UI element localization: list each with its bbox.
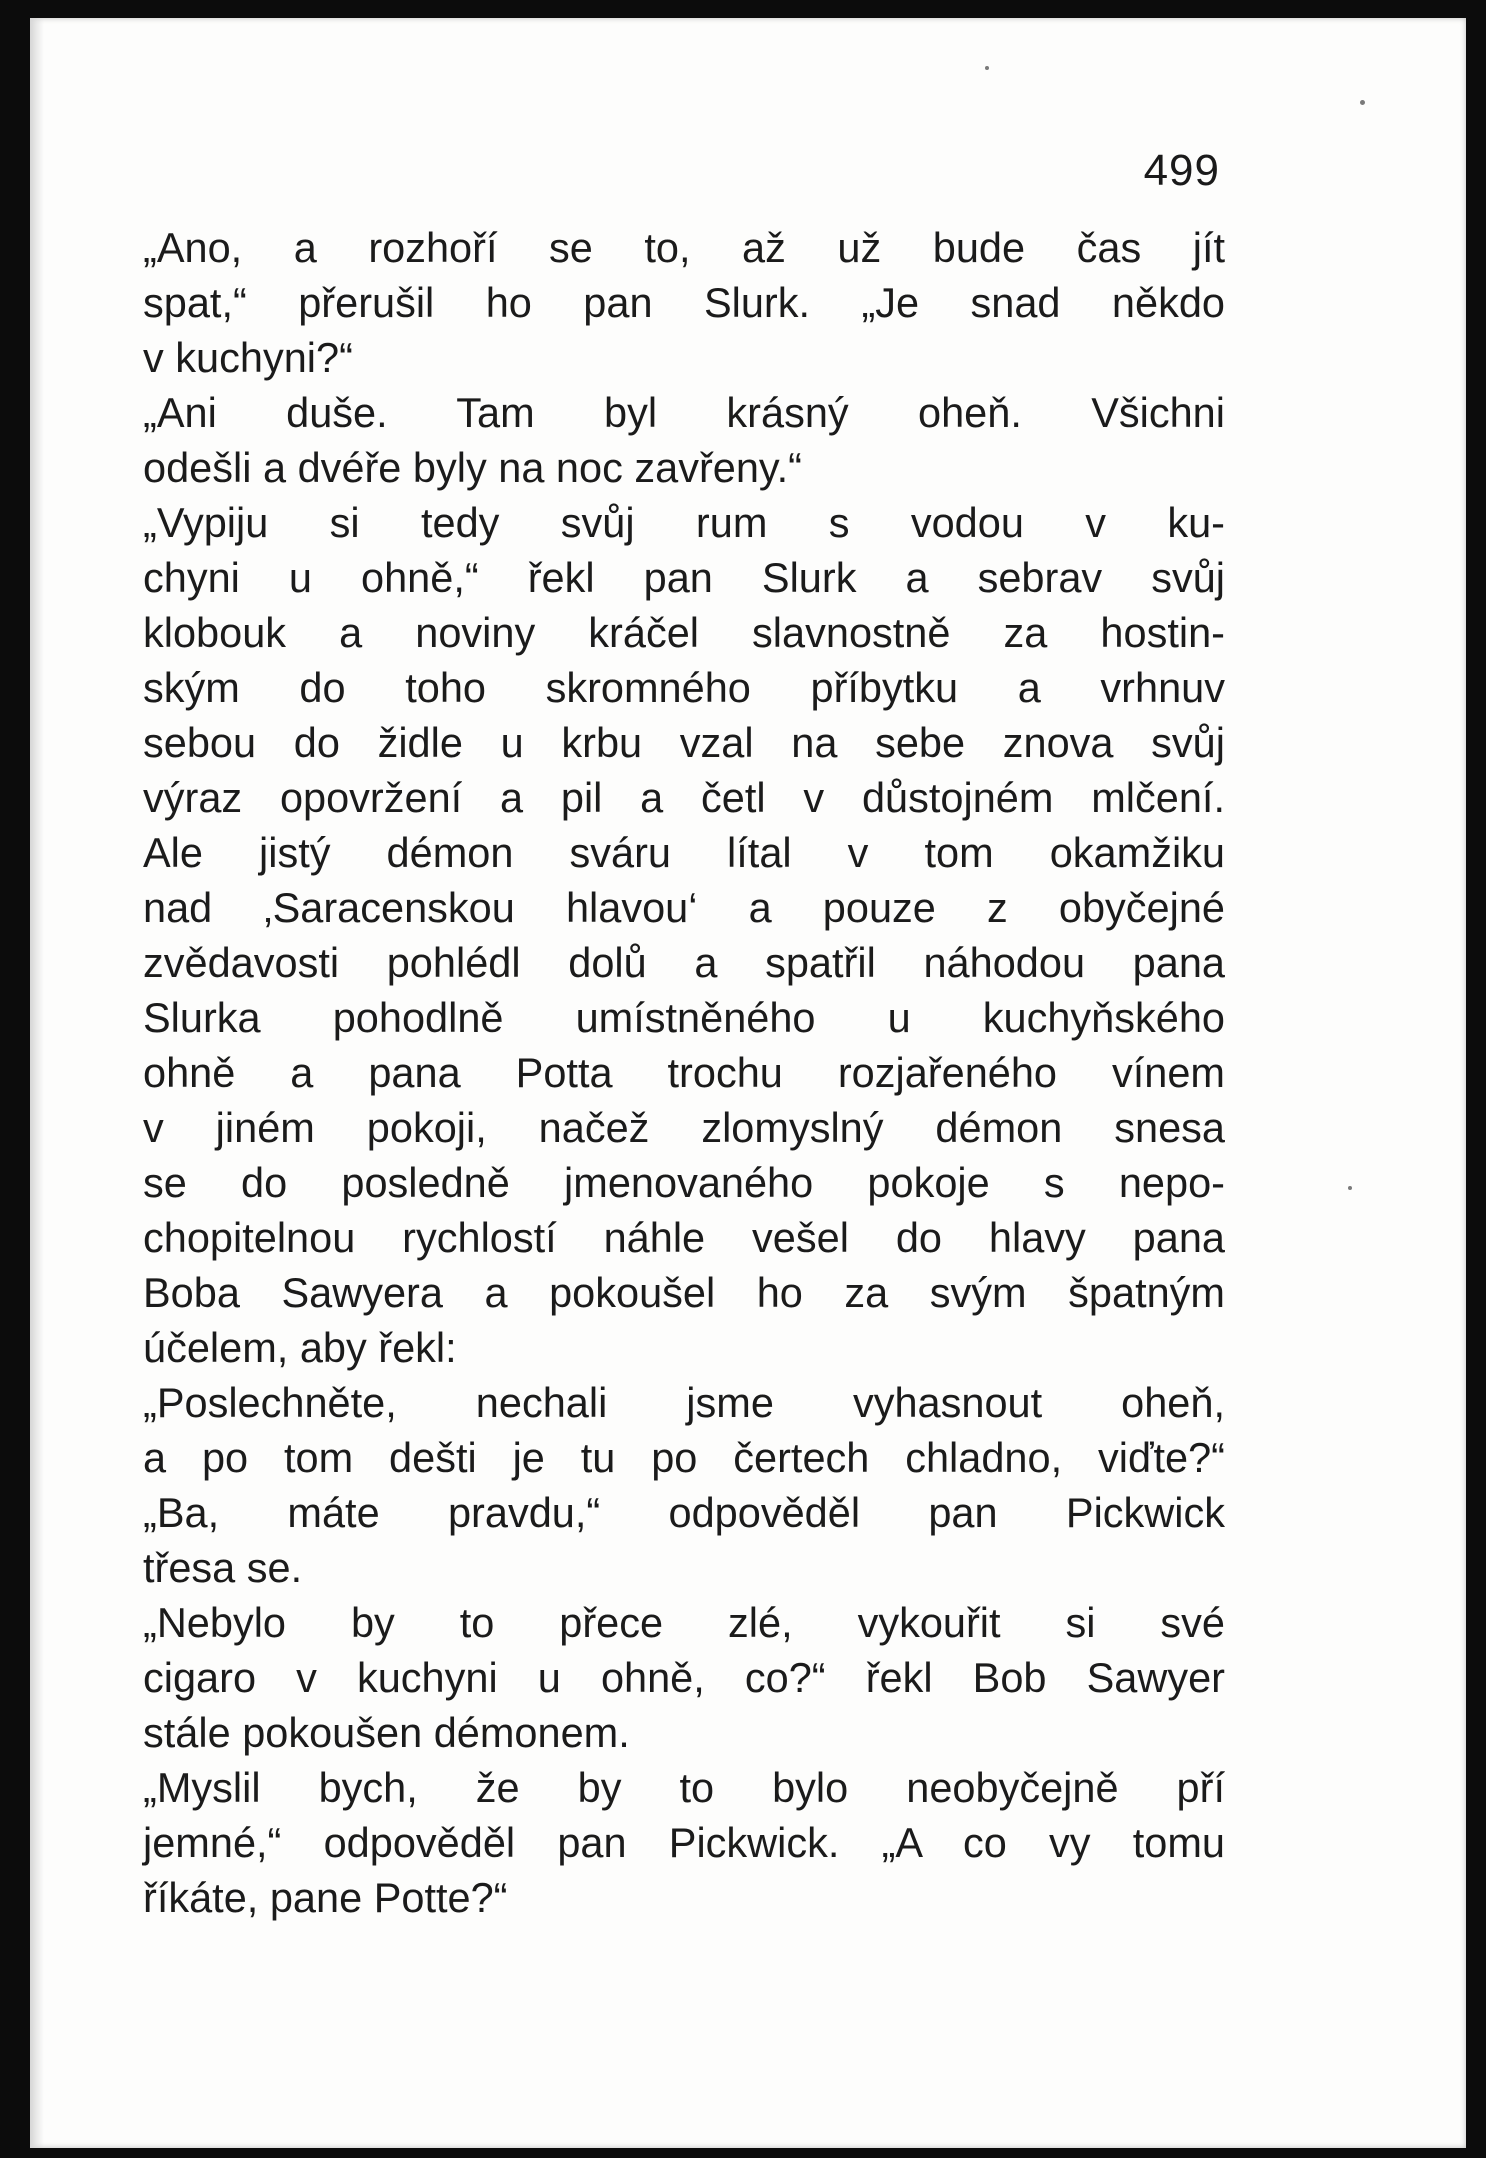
page-number: 499 [1143,146,1220,195]
text-line: třesa se. [143,1544,303,1591]
text-line: klobouk a noviny kráčel slavnostně za hostin- [143,609,1225,656]
text-line: účelem, aby řekl: [143,1324,457,1371]
text-line: stále pokoušen démonem. [143,1709,630,1756]
text-line: výraz opovržení a pil a četl v důstojném mlčení. [143,774,1225,821]
paper-speck [1348,1186,1352,1190]
page-edge-shadow [30,18,44,2148]
text-line: spat,“ přerušil ho pan Slurk. „Je snad někdo [143,279,1225,326]
text-line: v kuchyni?“ [143,334,353,381]
text-line: ohně a pana Potta trochu rozjařeného vínem [143,1049,1225,1096]
text-line: „Ani duše. Tam byl krásný oheň. Všichni [143,389,1225,436]
text-line: „Vypiju si tedy svůj rum s vodou v ku- [143,499,1225,546]
text-line: Slurka pohodlně umístněného u kuchyňského [143,994,1225,1041]
text-line: a po tom dešti je tu po čertech chladno, viďte?“ [143,1434,1225,1481]
text-line: odešli a dvéře byly na noc zavřeny.“ [143,444,802,491]
text-line: „Nebylo by to přece zlé, vykouřit si své [143,1599,1225,1646]
text-line: chyni u ohně,“ řekl pan Slurk a sebrav svůj [143,554,1225,601]
text-line: Boba Sawyera a pokoušel ho za svým špatným [143,1269,1225,1316]
text-line: Ale jistý démon sváru lítal v tom okamžiku [143,829,1225,876]
text-line: v jiném pokoji, načež zlomyslný démon snesa [143,1104,1225,1151]
text-line: se do posledně jmenovaného pokoje s nepo- [143,1159,1225,1206]
text-line: zvědavosti pohlédl dolů a spatřil náhodou pana [143,939,1225,986]
book-page [30,18,1466,2148]
body-text [143,220,1225,1925]
text-line: ským do toho skromného příbytku a vrhnuv [143,664,1225,711]
text-line: říkáte, pane Potte?“ [143,1874,508,1921]
text-line: „Myslil bych, že by to bylo neobyčejně pří [143,1764,1225,1811]
text-line: „Poslechněte, nechali jsme vyhasnout oheň, [143,1379,1225,1426]
paper-speck [985,66,989,70]
text-line: „Ano, a rozhoří se to, až už bude čas jít [143,224,1225,271]
text-line: sebou do židle u krbu vzal na sebe znova svůj [143,719,1225,766]
text-line: jemné,“ odpověděl pan Pickwick. „A co vy tomu [143,1819,1225,1866]
text-line: „Ba, máte pravdu,“ odpověděl pan Pickwick [143,1489,1225,1536]
text-line: chopitelnou rychlostí náhle vešel do hlavy pana [143,1214,1225,1261]
text-line: nad ‚Saracenskou hlavou‘ a pouze z obyčejné [143,884,1225,931]
text-line: cigaro v kuchyni u ohně, co?“ řekl Bob Sawyer [143,1654,1225,1701]
paper-speck [1360,100,1365,105]
